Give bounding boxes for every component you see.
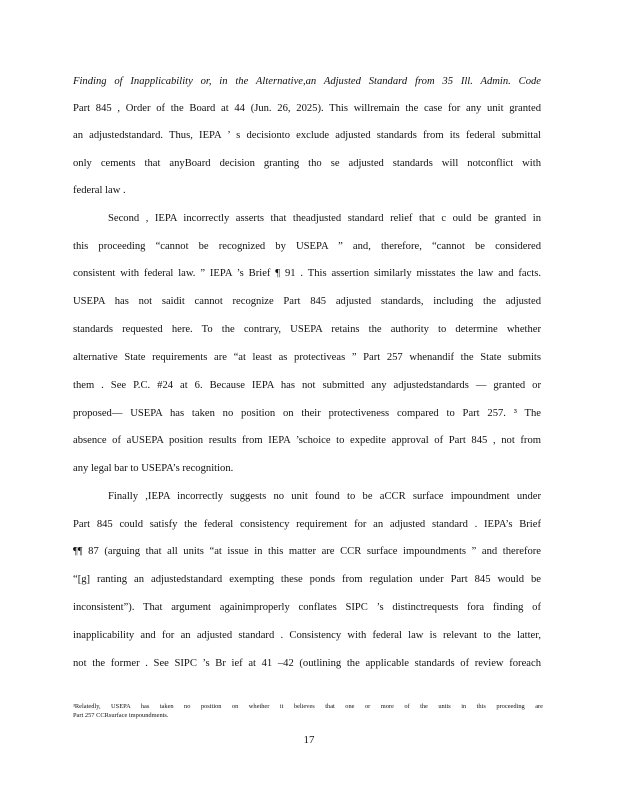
body-line-6: Second , IEPA incorrectly asserts that theadjusted standard relief that c ould be granted in — [108, 213, 541, 224]
body-line-16: Finally ,IEPA incorrectly suggests no unit found to be aCCR surface impoundment under — [108, 491, 541, 502]
body-line-10: standards requested here. To the contrary, USEPA retains the authority to determine whether — [73, 324, 541, 335]
body-line-2: Part 845 , Order of the Board at 44 (Jun. 26, 2025). This willremain the case for any unit granted — [73, 103, 541, 114]
body-line-22: not the former . See SIPC ’s Br ief at 41 –42 (outlining the applicable standards of review foreach — [73, 658, 541, 669]
footnote-line-1: ³Relatedly, USEPA has taken no position on whether it believes that one or more of the units in this proceeding are — [73, 703, 543, 710]
body-line-14: absence of aUSEPA position results from IEPA ’schoice to expedite approval of Part 845 , not from — [73, 435, 541, 446]
body-line-19: “[g] ranting an adjustedstandard exempting these ponds from regulation under Part 845 would be — [73, 574, 541, 585]
body-line-21: inapplicability and for an adjusted standard . Consistency with federal law is relevant to the latter, — [73, 630, 541, 641]
body-line-20: inconsistent”). That argument againimproperly conflates SIPC ’s distinctrequests fora finding of — [73, 602, 541, 613]
body-line-17: Part 845 could satisfy the federal consistency requirement for an adjusted standard . IEPA’s Brief — [73, 519, 541, 530]
body-line-11: alternative State requirements are “at least as protectiveas ” Part 257 whenandif the State submits — [73, 352, 541, 363]
body-line-8: consistent with federal law. ” IEPA ’s Brief ¶ 91 . This assertion similarly misstates the law and facts. — [73, 268, 541, 279]
footnote-line-2: Part 257 CCRsurface impoundments. — [73, 712, 169, 719]
body-line-13: proposed— USEPA has taken no position on their protectiveness compared to Part 257. ³ The — [73, 408, 541, 419]
body-line-15: any legal bar to USEPA’s recognition. — [73, 463, 234, 474]
body-line-9: USEPA has not saidit cannot recognize Part 845 adjusted standards, including the adjusted — [73, 296, 541, 307]
page-number: 17 — [303, 734, 315, 746]
body-line-18: ¶¶ 87 (arguing that all units “at issue in this matter are CCR surface impoundments ” and therefore — [73, 546, 541, 557]
body-line-3: an adjustedstandard. Thus, IEPA ’ s decisionto exclude adjusted standards from its federal submittal — [73, 130, 541, 141]
body-line-1: Finding of Inapplicability or, in the Alternative,an Adjusted Standard from 35 Ill. Admin. Code — [73, 76, 541, 87]
body-line-12: them . See P.C. #24 at 6. Because IEPA has not submitted any adjustedstandards — granted or — [73, 380, 541, 391]
body-line-5: federal law . — [73, 185, 126, 196]
body-line-7: this proceeding “cannot be recognized by USEPA ” and, therefore, “cannot be considered — [73, 241, 541, 252]
body-line-4: only cements that anyBoard decision granting tho se adjusted standards will notconflict with — [73, 158, 541, 169]
